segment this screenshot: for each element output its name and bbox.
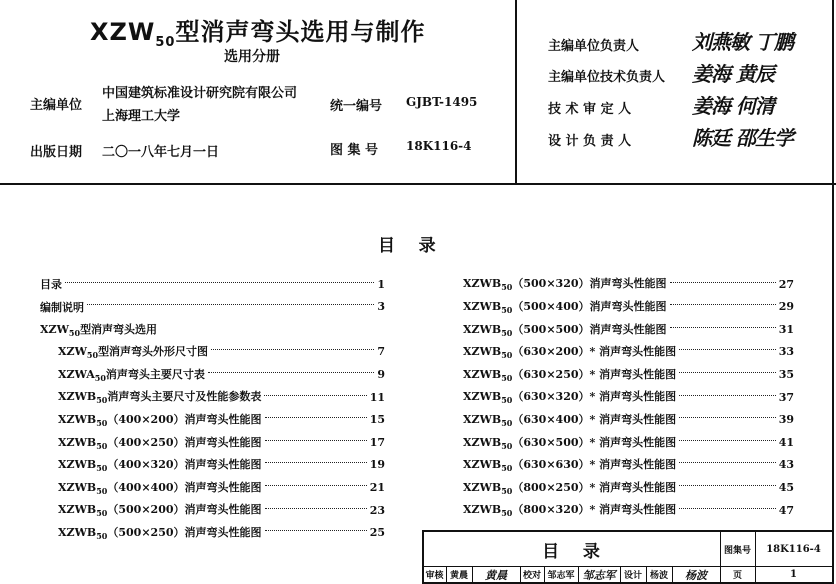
toc-entry-page: 17 <box>369 435 385 449</box>
toc-entry[interactable] <box>58 500 385 520</box>
header-bottom-rule <box>0 183 836 185</box>
review-signature: 黄晨 <box>485 568 507 582</box>
toc-entry[interactable] <box>40 297 385 317</box>
toc-entry-page: 25 <box>369 526 385 540</box>
page-title: $XZW_{50}$型消声弯头选用与制作 <box>90 18 426 50</box>
toc-entry-page: 9 <box>377 367 385 381</box>
toc-leader-dots <box>670 304 776 305</box>
signature-4: 陈廷 邵生学 <box>692 126 793 150</box>
toc-entry-page: 1 <box>377 277 385 291</box>
toc-entry-page: 43 <box>778 458 794 472</box>
toc-entry[interactable] <box>40 274 385 294</box>
toc-entry[interactable] <box>58 342 385 362</box>
toc-entry-label: 编制说明 <box>40 300 84 314</box>
toc-entry[interactable] <box>40 319 385 339</box>
toc-entry-page: 35 <box>778 367 794 381</box>
publish-date-label: 出版日期 <box>30 145 83 160</box>
toc-entry-label: $XZW_{50}$型消声弯头外形尺寸图 <box>58 345 209 361</box>
toc-entry[interactable] <box>463 477 794 497</box>
toc-entry[interactable] <box>463 274 794 294</box>
toc-entry-label: $XZWB_{50}(630\times 250)*$ 消声弯头性能图 <box>463 367 677 383</box>
toc-entry[interactable] <box>463 410 794 430</box>
toc-leader-dots <box>265 485 367 486</box>
toc-entry[interactable] <box>463 364 794 384</box>
review-name: 黄晨 <box>449 571 468 581</box>
toc-leader-dots <box>208 372 374 373</box>
toc-entry-page: 21 <box>369 480 385 494</box>
toc-leader-dots <box>265 530 367 531</box>
design-signature: 杨波 <box>685 568 707 582</box>
header-divider <box>515 0 517 184</box>
toc-entry-page: 33 <box>778 345 794 359</box>
toc-leader-dots <box>264 395 366 396</box>
toc-entry-page: 11 <box>369 390 385 404</box>
responsible-role-2: 主编单位技术负责人 <box>548 70 666 85</box>
toc-entry-label: $XZWB_{50}(630\times 500)*$ 消声弯头性能图 <box>463 435 677 451</box>
toc-entry-label: $XZWB_{50}(500\times 500)$消声弯头性能图 <box>463 322 667 338</box>
toc-entry[interactable] <box>58 364 385 384</box>
toc-heading: 目 录 <box>378 236 436 256</box>
serial-label: 统一编号 <box>330 99 383 114</box>
toc-entry-page: 47 <box>778 503 794 517</box>
toc-entry-page: 19 <box>369 458 385 472</box>
publish-date: 二〇一八年七月一日 <box>102 145 220 160</box>
toc-entry-label: $XZWB_{50}(500\times 320)$消声弯头性能图 <box>463 277 667 293</box>
toc-entry[interactable] <box>463 455 794 475</box>
toc-entry-label: $XZWA_{50}$消声弯头主要尺寸表 <box>58 367 205 383</box>
toc-entry-page: 23 <box>369 503 385 517</box>
toc-entry-label: $XZWB_{50}(800\times 250)*$ 消声弯头性能图 <box>463 480 677 496</box>
toc-entry-label: $XZWB_{50}(400\times 250)$消声弯头性能图 <box>58 435 262 451</box>
toc-entry-label: $XZWB_{50}(500\times 250)$消声弯头性能图 <box>58 526 262 542</box>
responsible-role-1: 主编单位负责人 <box>548 39 640 54</box>
toc-leader-dots <box>265 417 367 418</box>
title-block-title: 目 录 <box>542 541 600 562</box>
check-signature: 邹志军 <box>582 568 616 582</box>
toc-leader-dots <box>679 440 776 441</box>
toc-entry-page: 41 <box>778 435 794 449</box>
toc-entry-page: 29 <box>778 300 794 314</box>
toc-leader-dots <box>211 349 374 350</box>
editor-unit-line1: 中国建筑标准设计研究院有限公司 <box>102 86 298 101</box>
toc-entry-label: $XZWB_{50}(800\times 320)*$ 消声弯头性能图 <box>463 503 677 519</box>
toc-entry-label: 目录 <box>40 278 62 291</box>
right-border <box>832 0 834 584</box>
signature-2: 姜海 黄辰 <box>692 62 774 86</box>
toc-leader-dots <box>670 282 776 283</box>
toc-entry-label: $XZWB_{50}(400\times 200)$消声弯头性能图 <box>58 413 262 429</box>
toc-leader-dots <box>87 304 374 305</box>
toc-leader-dots <box>679 395 776 396</box>
toc-leader-dots <box>679 485 776 486</box>
toc-leader-dots <box>679 417 776 418</box>
responsible-role-4: 设 计 负 责 人 <box>548 134 632 149</box>
toc-leader-dots <box>679 372 776 373</box>
toc-entry[interactable] <box>463 500 794 520</box>
toc-entry[interactable] <box>463 319 794 339</box>
toc-entry[interactable] <box>58 455 385 475</box>
toc-entry[interactable] <box>58 387 385 407</box>
serial-value: GJBT-1495 <box>406 95 478 109</box>
signature-1: 刘燕敏 丁鹏 <box>692 30 793 54</box>
page-number: 1 <box>790 569 797 580</box>
toc-entry-label: $XZWB_{50}(400\times 400)$消声弯头性能图 <box>58 480 262 496</box>
responsible-role-3: 技 术 审 定 人 <box>548 102 632 117</box>
toc-leader-dots <box>679 508 776 509</box>
toc-leader-dots <box>679 349 776 350</box>
toc-entry[interactable] <box>58 432 385 452</box>
toc-entry[interactable] <box>463 387 794 407</box>
toc-entry-label: $XZWB_{50}(500\times 400)$消声弯头性能图 <box>463 300 667 316</box>
page-label: 页 <box>732 571 742 581</box>
toc-entry[interactable] <box>463 342 794 362</box>
toc-entry-page: 7 <box>377 345 385 359</box>
atlas-value: 18K116-4 <box>406 139 472 153</box>
toc-entry[interactable] <box>463 432 794 452</box>
toc-entry-label: $XZWB_{50}(630\times 200)*$ 消声弯头性能图 <box>463 345 677 361</box>
toc-entry-label: $XZW_{50}$型消声弯头选用 <box>40 322 158 338</box>
toc-entry-page: 15 <box>369 413 385 427</box>
toc-entry-label: $XZWB_{50}$消声弯头主要尺寸及性能参数表 <box>58 390 262 406</box>
toc-entry-label: $XZWB_{50}(500\times 200)$消声弯头性能图 <box>58 503 262 519</box>
toc-entry-page: 3 <box>377 300 385 314</box>
toc-entry[interactable] <box>463 297 794 317</box>
toc-entry-label: $XZWB_{50}(630\times 630)*$ 消声弯头性能图 <box>463 458 677 474</box>
title-block-atlas-value: 18K116-4 <box>766 543 821 555</box>
design-name: 杨波 <box>649 571 668 581</box>
review-label: 审核 <box>425 571 444 581</box>
title-block-atlas-label: 图集号 <box>723 545 751 556</box>
check-name: 邹志军 <box>547 571 575 581</box>
toc-leader-dots <box>265 508 367 509</box>
toc-entry-label: $XZWB_{50}(630\times 400)*$ 消声弯头性能图 <box>463 413 677 429</box>
toc-entry-page: 37 <box>778 390 794 404</box>
editor-unit-label: 主编单位 <box>30 98 83 113</box>
toc-entry[interactable] <box>58 410 385 430</box>
toc-entry-label: $XZWB_{50}(630\times 320)*$ 消声弯头性能图 <box>463 390 677 406</box>
toc-leader-dots <box>265 440 367 441</box>
toc-leader-dots <box>265 462 367 463</box>
toc-entry-page: 45 <box>778 480 794 494</box>
toc-entry-page: 39 <box>778 413 794 427</box>
toc-entry-label: $XZWB_{50}(400\times 320)$消声弯头性能图 <box>58 458 262 474</box>
toc-leader-dots <box>670 327 776 328</box>
toc-entry-page: 27 <box>778 277 794 291</box>
page-subtitle: 选用分册 <box>224 49 280 65</box>
signature-3: 姜海 何清 <box>692 94 774 118</box>
toc-entry[interactable] <box>58 477 385 497</box>
toc-leader-dots <box>679 462 776 463</box>
check-label: 校对 <box>522 571 541 581</box>
toc-entry[interactable] <box>58 523 385 543</box>
toc-entry-page: 31 <box>778 322 794 336</box>
design-label: 设计 <box>623 571 642 581</box>
toc-leader-dots <box>65 282 374 283</box>
atlas-label: 图 集 号 <box>330 143 379 158</box>
editor-unit-line2: 上海理工大学 <box>102 109 181 124</box>
